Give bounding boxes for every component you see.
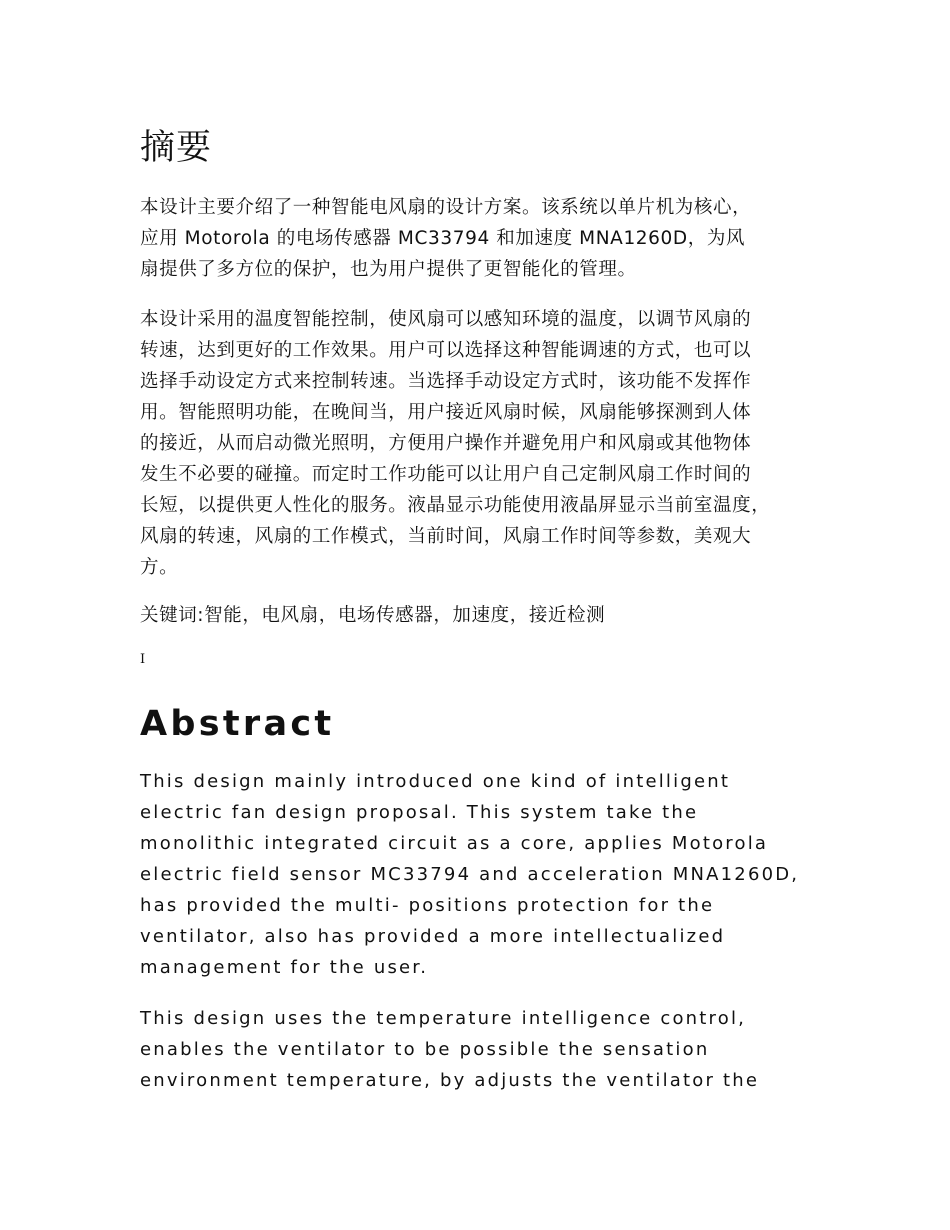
text-line: has provided the multi- positions protection for the (140, 895, 715, 916)
chinese-keywords (140, 600, 830, 631)
english-abstract-heading: Abstract (140, 704, 335, 744)
english-abstract-paragraph-1 (140, 766, 840, 983)
text-line: 用。智能照明功能，在晚间当，用户接近风扇时候，风扇能够探测到人体 (140, 402, 752, 423)
text-line: monolithic integrated circuit as a core, applies Motorola (140, 833, 769, 854)
text-line: 选择手动设定方式来控制转速。当选择手动设定方式时，该功能不发挥作 (140, 371, 752, 392)
text-line: management for the user. (140, 957, 429, 978)
text-line: This design mainly introduced one kind of intelligent (140, 771, 731, 792)
text-line: 风扇的转速，风扇的工作模式，当前时间，风扇工作时间等参数，美观大 (140, 526, 752, 547)
text-line: 本设计采用的温度智能控制，使风扇可以感知环境的温度，以调节风扇的 (140, 309, 752, 330)
page-number-marker: I (140, 652, 146, 667)
english-abstract-paragraph-2 (140, 1003, 840, 1096)
text-line: 应用 Motorola 的电场传感器 MC33794 和加速度 MNA1260D，为风 (140, 228, 746, 249)
text-line: electric fan design proposal. This system take the (140, 802, 699, 823)
text-line: 扇提供了多方位的保护，也为用户提供了更智能化的管理。 (140, 259, 637, 280)
text-line: ventilator, also has provided a more intellectualized (140, 926, 726, 947)
chinese-abstract-paragraph-2 (140, 304, 830, 583)
text-line: 的接近，从而启动微光照明，方便用户操作并避免用户和风扇或其他物体 (140, 433, 752, 454)
text-line: 发生不必要的碰撞。而定时工作功能可以让用户自己定制风扇工作时间的 (140, 464, 752, 485)
chinese-abstract-heading: 摘要 (140, 128, 213, 168)
text-line: enables the ventilator to be possible the sensation (140, 1039, 710, 1060)
text-line: 本设计主要介绍了一种智能电风扇的设计方案。该系统以单片机为核心， (140, 197, 752, 218)
keywords-text: 关键词:智能，电风扇，电场传感器，加速度，接近检测 (140, 605, 606, 626)
text-line: electric field sensor MC33794 and acceleration MNA1260D, (140, 864, 800, 885)
document-page (140, 0, 830, 1230)
text-line: 方。 (140, 557, 179, 578)
text-line: 转速，达到更好的工作效果。用户可以选择这种智能调速的方式，也可以 (140, 340, 752, 361)
text-line: This design uses the temperature intelligence control, (140, 1008, 747, 1029)
chinese-abstract-paragraph-1 (140, 192, 830, 285)
text-line: environment temperature, by adjusts the ventilator the (140, 1070, 760, 1091)
text-line: 长短，以提供更人性化的服务。液晶显示功能使用液晶屏显示当前室温度， (140, 495, 771, 516)
